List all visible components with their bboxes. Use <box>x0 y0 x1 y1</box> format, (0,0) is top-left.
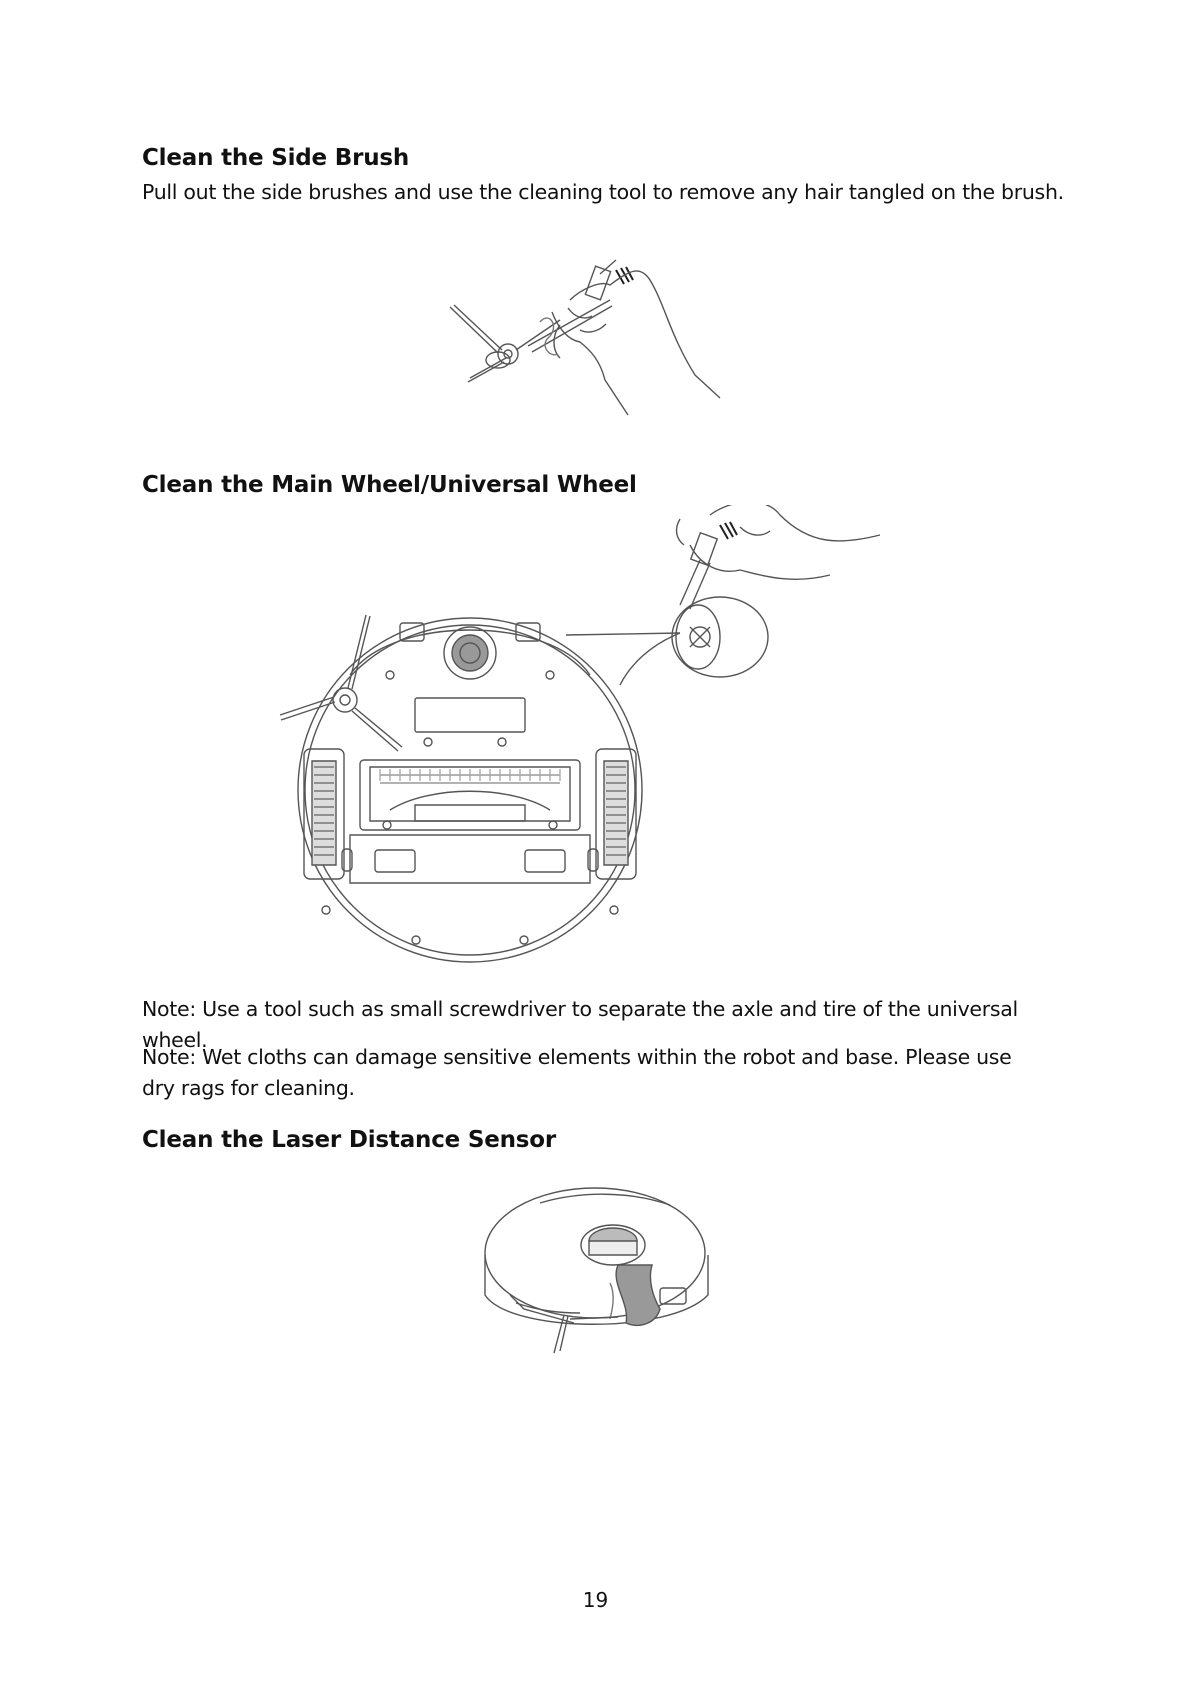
section-heading-side-brush: Clean the Side Brush <box>142 145 410 171</box>
side-brush-instructions: Pull out the side brushes and use the cleaning tool to remove any hair tangled on the brush. <box>142 180 1064 204</box>
robot-bottom-illustration <box>270 505 930 975</box>
note-dry-rags: Note: Wet cloths can damage sensitive elements within the robot and base. Please use dry rags for cleaning. <box>142 1045 1012 1100</box>
section-heading-wheels: Clean the Main Wheel/Universal Wheel <box>142 472 637 498</box>
side-brush-cleaning-illustration <box>440 250 740 420</box>
laser-sensor-cleaning-illustration <box>480 1183 720 1373</box>
section-heading-laser-sensor: Clean the Laser Distance Sensor <box>142 1127 557 1153</box>
page-number: 19 <box>582 1588 609 1612</box>
note-universal-wheel: Note: Use a tool such as small screwdriver to separate the axle and tire of the universal wheel. <box>142 997 1018 1052</box>
